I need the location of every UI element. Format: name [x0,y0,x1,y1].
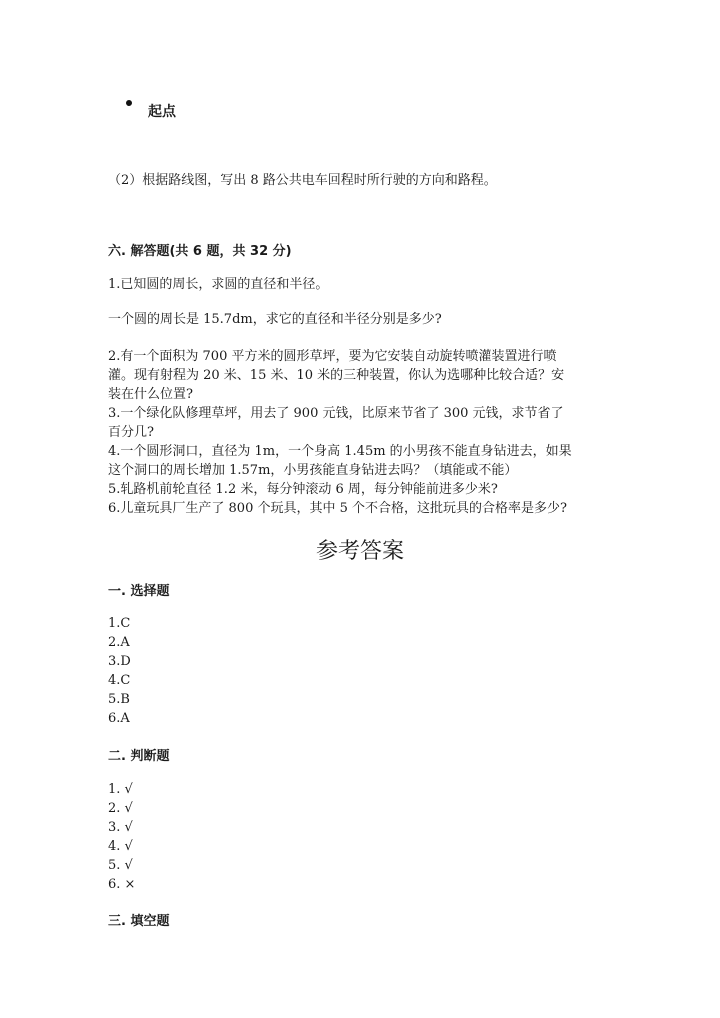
problem-1-line-1: 1.已知圆的周长，求圆的直径和半径。 [108,277,329,292]
choice-answer-4: 4.C [108,673,131,688]
problem-4-line-2: 这个洞口的周长增加 1.57m，小男孩能直身钻进去吗？（填能或不能） [108,463,518,478]
choice-answer-6: 6.A [108,711,130,726]
judgement-answer-4: 4. √ [108,839,133,854]
judgement-answer-5: 5. √ [108,858,133,873]
section-6-heading: 六. 解答题(共 6 题，共 32 分) [108,244,292,259]
judgement-answer-2: 2. √ [108,801,133,816]
judgement-heading: 二. 判断题 [108,749,170,764]
problem-1-detail-line-1: 一个圆的周长是 15.7dm，求它的直径和半径分别是多少? [108,312,442,327]
start-point-marker [126,100,132,106]
choice-heading: 一. 选择题 [108,584,170,599]
choice-answer-5: 5.B [108,692,130,707]
problem-5-line-1: 5.轧路机前轮直径 1.2 米，每分钟滚动 6 周，每分钟能前进多少米? [108,482,498,497]
judgement-answer-6: 6. × [108,877,136,892]
problem-4-line-1: 4.一个圆形洞口，直径为 1m，一个身高 1.45m 的小男孩不能直身钻进去，如果 [108,444,572,459]
start-label: 起点 [148,104,176,120]
problem-2-line-2: 灌。现有射程为 20 米、15 米、10 米的三种装置，你认为选哪种比较合适？安 [108,368,565,383]
problem-2-line-1: 2.有一个面积为 700 平方米的圆形草坪，要为它安装自动旋转喷灌装置进行喷 [108,349,557,364]
problem-6-line-1: 6.儿童玩具厂生产了 800 个玩具，其中 5 个不合格，这批玩具的合格率是多少? [108,501,567,516]
judgement-answer-1: 1. √ [108,782,133,797]
problem-2-line-3: 装在什么位置? [108,387,193,402]
problem-3-line-2: 百分几? [108,425,154,440]
choice-answer-3: 3.D [108,654,131,669]
answers-title: 参考答案 [315,539,404,564]
fill-heading: 三. 填空题 [108,914,170,929]
problem-3-line-1: 3.一个绿化队修理草坪，用去了 900 元钱，比原来节省了 300 元钱，求节省了 [108,406,564,421]
question-2-text: （2）根据路线图，写出 8 路公共电车回程时所行驶的方向和路程。 [108,173,497,188]
choice-answer-2: 2.A [108,635,130,650]
judgement-answer-3: 3. √ [108,820,133,835]
choice-answer-1: 1.C [108,616,131,631]
